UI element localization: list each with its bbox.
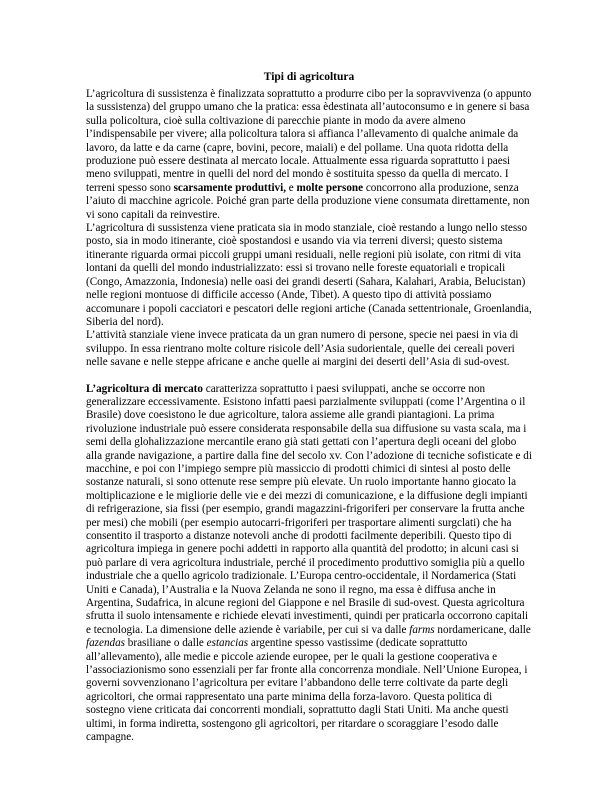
document-page [86, 70, 532, 745]
p4-bold-lead: L’agricoltura di mercato [86, 382, 203, 395]
p1-text-a: L’agricoltura di sussistenza è finalizzata soprattutto a produrre cibo per la sopravvivenza (o appunto la sussistenza) del gruppo umano che la pratica: essa èdestinata all’autoconsumo e in genere si basa sulla policoltura, cioè sulla coltivazione di parecchie piante in modo da avere almeno l’indispensabile per vivere; alla policoltura talora si affianca l’allevamento di qualche animale da lavoro, da latte e da carne (capre, bovini, pecore, maiali) e del pollame. Una quota ridotta della produzione può essere destinata al mercato locale. Attualmente essa riguarda soprattutto i paesi meno sviluppati, mentre in quelli del nord del mondo è sostituita spesso da quella di mercato. I terreni spesso sono [86, 88, 532, 194]
p4-italic-fazendas: fazendas [86, 637, 125, 650]
paragraph-stanziale-itinerante: L’agricoltura di sussistenza viene praticata sia in modo stanziale, cioè restando a lungo nello stesso posto, sia in modo itinerante, cioè spostandosi e usando via via terreni diversi; questo sistema itinerante riguarda ormai piccoli gruppi umani residuali, nelle regioni più isolate, con ritmi di vita lontani da quelli del mondo industrializzato: essi si trovano nelle foreste equatoriali e tropicali (Congo, Amazzonia, Indonesia) nelle oasi dei grandi deserti (Sahara, Kalahari, Arabia, Belucistan) nelle regioni montuose di difficile accesso (Ande, Tibet). A questo tipo di attività possiamo accomunare i popoli cacciatori e pescatori delle regioni artiche (Canada settentrionale, Groenlandia, Siberia del nord). [86, 222, 532, 328]
p4-italic-estancias: estancias [206, 637, 249, 650]
p4-text-b: nordamericane, dalle [434, 623, 531, 636]
p1-bold-molte-persone: molte persone [296, 181, 364, 194]
p1-text-e: concorrono alla produzione, senza l’aiuto di macchine agricole. Poiché gran parte della produzione viene consumata direttamente, non vi sono capitali da reinvestire. [86, 181, 530, 221]
p1-text-c: e [286, 181, 297, 194]
p4-text-d: argentine spesso vastissime (dedicate soprattutto all’allevamento), alle medie e piccole aziende europee, per le quali la gestione cooperativa e l’associazionismo sono essenziali per far fronte alla concorrenza mondiale. Nell’Unione Europea, i governi sovvenzionano l’agricoltura per evitare l’abbandono delle terre coltivate da parte degli agricoltori, che ormai rappresentato una parte minima della forza-lavoro. Questa politica di sostegno viene criticata dai concorrenti mondiali, soprattutto dagli Stati Uniti. Ma anche questi ultimi, in forma indiretta, sostengono gli agricoltori, per ritardare o scoraggiare l’esodo dalle campagne. [86, 637, 528, 744]
p4-text-c: brasiliane o dalle [125, 637, 207, 650]
p1-bold-scarsamente: scarsamente produttivi, [173, 181, 287, 194]
paragraph-gap [86, 370, 532, 383]
paragraph-sussistenza [86, 88, 532, 222]
document-title: Tipi di agricoltura [263, 71, 355, 83]
p4-italic-farms: farms [409, 623, 435, 636]
p4-text-a: caratterizza soprattutto i paesi sviluppati, anche se occorre non generalizzare eccessivamente. Esistono infatti paesi parzialmente sviluppati (come l’Argentina o il Brasile) dove coesistono le due agricolture, talora assieme alle grandi piantagioni. La prima rivoluzione industriale può essere considerata responsabile della sua diffusione su vasta scala, ma i semi della glohalizzazione mercantile erano già stati gettati con l’apertura degli oceani del globo alla grande navigazione, a partire dalla fine del secolo xv. Con l’adozione di tecniche sofisticate e di macchine, e poi con l’impiego sempre più massiccio di prodotti chimici di sintesi al posto delle sostanze naturali, si sono ottenute rese sempre più elevate. Un ruolo importante hanno giocato la moltiplicazione e le migliorie delle vie e dei mezzi di comunicazione, e la diffusione degli impianti di refrigerazione, sia fissi (per esempio, grandi magazzini-frigoriferi per conservare la frutta anche per mesi) che mobili (per esempio autocarri-frigoriferi per trasportare alimenti surgclati) che ha consentito il trasporto a distanze notevoli anche di prodotti facilmente deperibili. Questo tipo di agricoltura impiega in genere pochi addetti in rapporto alla quantità del prodotto; in alcuni casi si può parlare di vera agricoltura industriale, perché il procedimento produttivo somiglia più a quello industriale che a quello agricolo tradizionale. L’Europa centro-occidentale, il Nordamerica (Stati Uniti e Canada), l’Australia e la Nuova Zelanda ne sono il regno, ma essa è diffusa anche in Argentina, Sudafrica, in alcune regioni del Giappone e nel Brasile di sud-ovest. Questa agricoltura sfrutta il suolo intensamente e richiede elevati investimenti, quindi per praticarla occorrono capitali e tecnologia. La dimensione delle aziende è variabile, per cui si va dalle [86, 382, 532, 636]
paragraph-mercato [86, 383, 532, 745]
paragraph-attivita-stanziale: L’attività stanziale viene invece praticata da un gran numero di persone, specie nei paesi in via di sviluppo. In essa rientrano molte colture risicole dell’Asia sudorientale, quelle dei cereali poveri nelle savane e nelle steppe africane e anche quelle ai margini dei deserti dell’Asia di sud-ovest. [86, 329, 519, 369]
